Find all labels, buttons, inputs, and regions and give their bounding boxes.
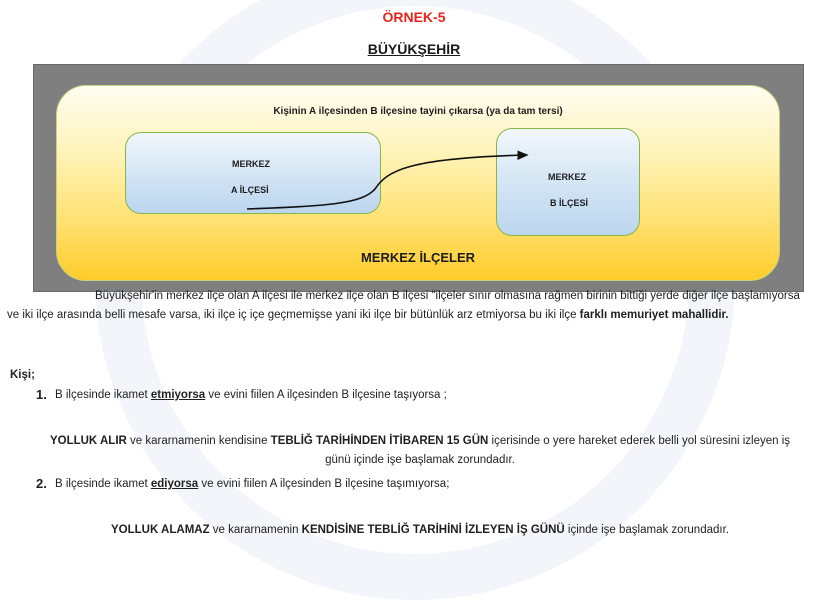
section-title: BÜYÜKŞEHİR <box>367 41 461 57</box>
a-box-line2: A İLÇESİ <box>231 185 269 195</box>
example-label: ÖRNEK-5 <box>382 9 446 25</box>
result-bold-2: TEBLİĞ TARİHİNDEN İTİBAREN 15 GÜN <box>270 435 489 447</box>
item-text-post: ve evini fiilen A ilçesinden B ilçesine taşıyorsa ; <box>205 389 447 401</box>
list-item-1 <box>36 387 447 402</box>
result-text-1: ve kararnamenin kendisine <box>126 435 271 447</box>
explanation-paragraph <box>7 287 807 325</box>
diagram-caption: Kişinin A ilçesinden B ilçesine tayini çıkarsa (ya da tam tersi) <box>273 106 563 117</box>
result-2 <box>40 521 800 540</box>
item-text-pre: B ilçesinde ikamet <box>55 478 151 490</box>
item-text-pre: B ilçesinde ikamet <box>55 389 151 401</box>
b-box-line2: B İLÇESİ <box>550 198 589 208</box>
merkez-ilceler-label: MERKEZ İLÇELER <box>360 250 476 265</box>
result-bold-1: YOLLUK ALIR <box>49 435 127 447</box>
list-item-2 <box>36 476 450 491</box>
item-keyword: etmiyorsa <box>150 389 206 401</box>
kisi-label: Kişi; <box>10 369 35 381</box>
b-box-line1: MERKEZ <box>548 172 586 182</box>
item-number: 1. <box>36 387 47 402</box>
result-bold-1: YOLLUK ALAMAZ <box>111 524 210 536</box>
item-text-post: ve evini fiilen A ilçesinden B ilçesine taşımıyorsa; <box>198 478 450 490</box>
result-text-1: ve kararnamenin <box>209 524 302 536</box>
a-box-line1: MERKEZ <box>232 159 270 169</box>
item-keyword: ediyorsa <box>150 478 199 490</box>
paragraph-bold-conclusion: farklı memuriyet mahallidir. <box>579 309 729 321</box>
result-text-2: içerisinde o yere hareket ederek belli yol süresini izleyen iş günü içinde işe başlamak zorundadır. <box>325 435 791 466</box>
paragraph-text: Büyükşehir'in merkez ilçe olan A ilçesi ile merkez ilçe olan B ilçesi "ilçeler sınır olmasına rağmen birinin bittiği yerde diğer ilçe başlamıyorsa ve iki ilçe arasında belli mesafe varsa, iki ilçe iç içe geçmemişse yani iki ilçe bir bütünlük arz etmiyorsa bu iki ilçe <box>7 290 800 321</box>
result-text-2: içinde işe başlamak zorundadır. <box>564 524 729 536</box>
result-bold-2: KENDİSİNE TEBLİĞ TARİHİNİ İZLEYEN İŞ GÜNÜ <box>301 524 565 536</box>
merkez-ilceler-box <box>56 85 780 281</box>
item-number: 2. <box>36 476 47 491</box>
diagram-frame <box>33 64 804 292</box>
result-1 <box>40 432 800 470</box>
